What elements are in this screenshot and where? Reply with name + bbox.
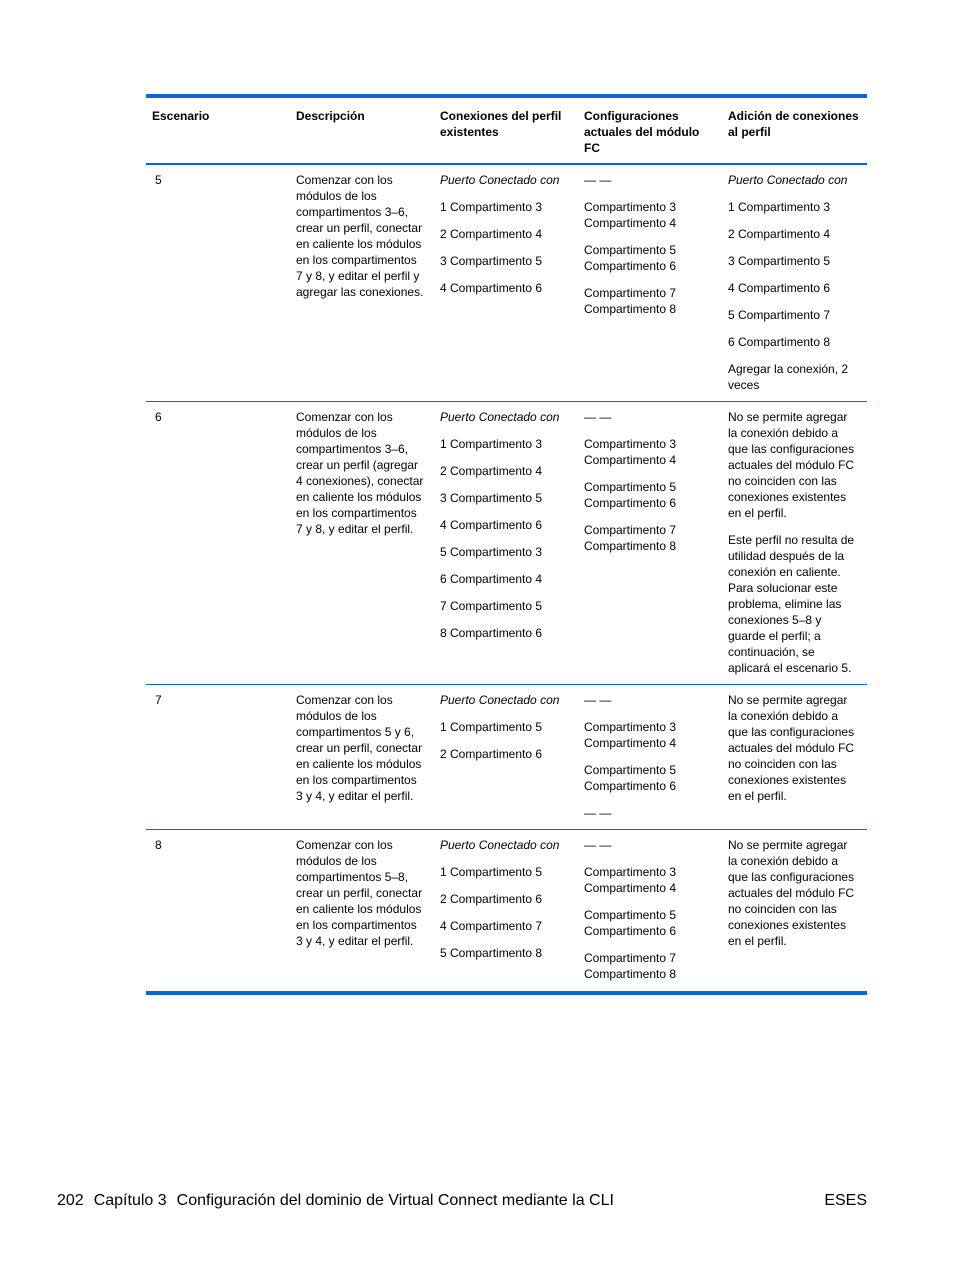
bay-line: Compartimento 8 <box>584 967 677 981</box>
cell-line: 5 Compartimento 8 <box>440 946 543 960</box>
bay-line: Compartimento 5 <box>584 763 677 777</box>
cell-line: 1 Compartimento 5 <box>440 720 543 734</box>
table-header-row <box>146 96 867 164</box>
bay-line: Compartimento 6 <box>584 924 677 938</box>
scenario-cell <box>146 164 290 402</box>
bay-line: Compartimento 3 <box>584 437 677 451</box>
cell-line: 1 Compartimento 3 <box>728 200 831 214</box>
cell-line: 1 Compartimento 3 <box>440 437 543 451</box>
adding-cell <box>722 830 867 994</box>
bay-line: Compartimento 8 <box>584 302 677 316</box>
cell-line: 1 Compartimento 3 <box>440 200 543 214</box>
description-cell: Comenzar con los módulos de los compartimentos 3–6, crear un perfil (agregar 4 conexiones), conectar en caliente los módulos en los compartimentos 7 y 8, y editar el perfil. <box>290 402 434 685</box>
description-cell: Comenzar con los módulos de los compartimentos 5–8, crear un perfil, conectar en caliente los módulos en los compartimentos 3 y 4, y editar el perfil. <box>296 838 423 948</box>
bay-line: Compartimento 6 <box>584 259 677 273</box>
existing-cell <box>434 685 578 830</box>
footer-left <box>57 1191 624 1211</box>
table-row <box>146 830 867 994</box>
page-number: 202 <box>57 1192 84 1209</box>
bay-pair <box>584 479 714 511</box>
existing-cell <box>434 830 578 994</box>
current-cell <box>578 164 722 402</box>
description-cell: Comenzar con los módulos de los compartimentos 5 y 6, crear un perfil, conectar en caliente los módulos en los compartimentos 3 y 4, y editar el perfil. <box>290 685 434 830</box>
bay-line: Compartimento 3 <box>584 865 677 879</box>
cell-line: — — <box>584 410 612 424</box>
bay-line: Compartimento 5 <box>584 908 677 922</box>
chapter-title: Configuración del dominio de Virtual Connect mediante la CLI <box>176 1192 614 1209</box>
header-conexiones-existentes: Conexiones del perfil existentes <box>434 96 578 164</box>
bay-pair <box>584 950 714 982</box>
cell-line: 5 Compartimento 7 <box>728 308 831 322</box>
adding-cell <box>722 164 867 402</box>
cell-line: 2 Compartimento 4 <box>728 227 831 241</box>
current-cell <box>578 830 722 994</box>
cell-line: 3 Compartimento 5 <box>728 254 831 268</box>
bay-line: Compartimento 3 <box>584 200 677 214</box>
cell-line: 2 Compartimento 4 <box>440 227 543 241</box>
port-header: Puerto Conectado con <box>440 838 560 852</box>
cell-line: 2 Compartimento 6 <box>440 892 543 906</box>
adding-cell <box>722 402 867 685</box>
bay-line: Compartimento 7 <box>584 286 677 300</box>
cell-line: — — <box>584 173 612 187</box>
scenario-number: 6 <box>155 410 162 424</box>
current-cell <box>578 685 722 830</box>
adding-cell <box>722 685 867 830</box>
header-descripcion: Descripción <box>290 96 434 164</box>
cell-line: 1 Compartimento 5 <box>440 865 543 879</box>
cell-line: No se permite agregar la conexión debido a que las configuraciones actuales del módulo FC no coinciden con las conexiones existentes en el perfil. <box>728 838 855 948</box>
bay-pair <box>584 864 714 896</box>
locale-code: ESES <box>824 1192 867 1209</box>
scenario-cell <box>146 830 290 994</box>
cell-line: 5 Compartimento 3 <box>440 545 543 559</box>
scenario-number: 5 <box>155 173 162 187</box>
cell-line: — — <box>584 693 612 707</box>
bay-pair <box>584 242 714 274</box>
cell-line: 4 Compartimento 7 <box>440 919 543 933</box>
bay-pair <box>584 762 714 794</box>
bay-line: Compartimento 4 <box>584 453 677 467</box>
port-header: Puerto Conectado con <box>440 173 560 187</box>
port-header: Puerto Conectado con <box>440 410 560 424</box>
cell-line: 8 Compartimento 6 <box>440 626 543 640</box>
scenario-table <box>146 94 867 995</box>
bay-line: Compartimento 8 <box>584 539 677 553</box>
cell-line: No se permite agregar la conexión debido a que las configuraciones actuales del módulo FC no coinciden con las conexiones existentes en el perfil. <box>728 693 855 803</box>
scenario-number: 8 <box>155 838 162 852</box>
header-configuraciones-actuales: Configuraciones actuales del módulo FC <box>578 96 722 164</box>
bay-line: Compartimento 4 <box>584 736 677 750</box>
cell-line: 4 Compartimento 6 <box>440 518 543 532</box>
bay-pair <box>584 436 714 468</box>
table-row <box>146 685 867 830</box>
bay-line: Compartimento 6 <box>584 779 677 793</box>
existing-cell <box>434 402 578 685</box>
bay-pair <box>584 719 714 751</box>
cell-line: — — <box>584 838 612 852</box>
cell-line: 3 Compartimento 5 <box>440 491 543 505</box>
bay-line: Compartimento 5 <box>584 243 677 257</box>
bay-line: Compartimento 4 <box>584 216 677 230</box>
table-row <box>146 402 867 685</box>
bay-line: Compartimento 3 <box>584 720 677 734</box>
header-escenario: Escenario <box>146 96 290 164</box>
cell-line: Agregar la conexión, 2 veces <box>728 362 849 392</box>
header-adicion-conexiones: Adición de conexiones al perfil <box>722 96 867 164</box>
current-cell <box>578 402 722 685</box>
port-header: Puerto Conectado con <box>728 173 848 187</box>
page-footer <box>57 1191 867 1211</box>
bay-line: Compartimento 4 <box>584 881 677 895</box>
scenario-cell <box>146 402 290 685</box>
cell-line: 6 Compartimento 8 <box>728 335 831 349</box>
scenario-number: 7 <box>155 693 162 707</box>
cell-line: 4 Compartimento 6 <box>440 281 543 295</box>
cell-line: 4 Compartimento 6 <box>728 281 831 295</box>
cell-line: 6 Compartimento 4 <box>440 572 543 586</box>
cell-line: 7 Compartimento 5 <box>440 599 543 613</box>
existing-cell <box>434 164 578 402</box>
bay-line: Compartimento 7 <box>584 523 677 537</box>
chapter-label: Capítulo 3 <box>93 1192 167 1209</box>
cell-line: — — <box>584 806 612 820</box>
table-body <box>146 164 867 993</box>
bay-pair <box>584 199 714 231</box>
cell-line: 2 Compartimento 6 <box>440 747 543 761</box>
bay-pair <box>584 907 714 939</box>
bay-line: Compartimento 5 <box>584 480 677 494</box>
scenario-cell <box>146 685 290 830</box>
table-row <box>146 164 867 402</box>
cell-line: 3 Compartimento 5 <box>440 254 543 268</box>
description-cell: Comenzar con los módulos de los compartimentos 3–6, crear un perfil, conectar en caliente los módulos en los compartimentos 7 y 8, y editar el perfil y agregar las conexiones. <box>290 164 434 402</box>
bay-line: Compartimento 6 <box>584 496 677 510</box>
cell-line: Este perfil no resulta de utilidad después de la conexión en caliente. Para solucionar este problema, elimine las conexiones 5–8 y guarde el perfil; a continuación, se aplicará el escenario 5. <box>728 533 855 675</box>
cell-line: 2 Compartimento 4 <box>440 464 543 478</box>
bay-pair <box>584 285 714 317</box>
bay-line: Compartimento 7 <box>584 951 677 965</box>
bay-pair <box>584 522 714 554</box>
port-header: Puerto Conectado con <box>440 693 560 707</box>
cell-line: No se permite agregar la conexión debido a que las configuraciones actuales del módulo FC no coinciden con las conexiones existentes en el perfil. <box>728 410 855 520</box>
